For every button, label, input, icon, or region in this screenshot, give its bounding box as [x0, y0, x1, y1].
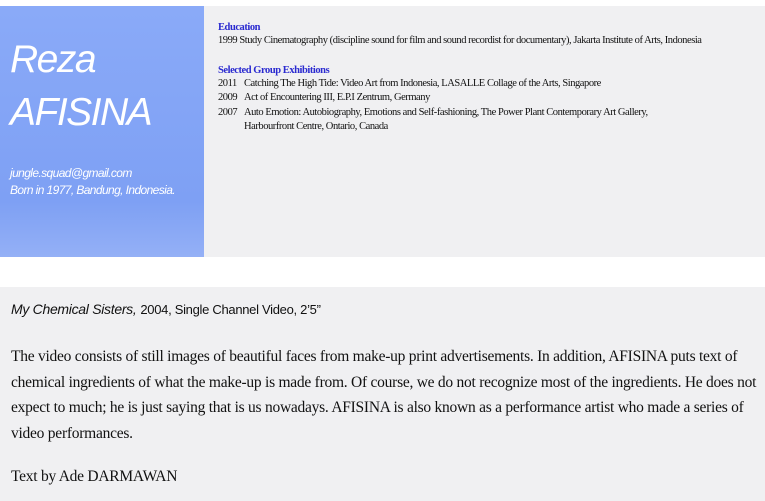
education-heading: Education	[218, 22, 261, 33]
artist-card	[0, 6, 204, 257]
education-year: 1999	[218, 35, 238, 46]
exhibition-text: Catching The High Tide: Video Art from Indonesia, LASALLE Collage of the Arts, Singapore	[244, 77, 601, 89]
artist-born: Born in 1977, Bandung, Indonesia.	[10, 183, 176, 197]
exhibition-year: 2011	[218, 77, 237, 89]
artist-email: jungle.squad@gmail.com	[10, 166, 132, 180]
cv-details	[218, 21, 758, 135]
artist-first-name: Reza	[10, 38, 96, 81]
exhibition-year: 2009	[218, 92, 238, 103]
exhibition-year: 2007	[218, 106, 238, 118]
exhibition-entry	[218, 77, 758, 92]
exhibition-text: Auto Emotion: Autobiography, Emotions and Self-fashioning, The Power Plant Contemporary Art Gallery,	[244, 106, 648, 118]
exhibition-entry	[218, 106, 758, 121]
text-credit: Text by Ade DARMAWAN	[11, 468, 178, 485]
education-text: Study Cinematography (discipline sound for film and sound recordist for documentary), Jakarta Institute of Arts, Indonesia	[239, 35, 702, 46]
education-entry	[218, 34, 758, 49]
exhibition-entry	[218, 91, 758, 106]
work-meta: 2004, Single Channel Video, 2’5”	[140, 302, 321, 317]
exhibition-continuation: Harbourfront Centre, Ontario, Canada	[244, 121, 388, 132]
work-description: The video consists of still images of beautiful faces from make-up print advertisements. In addition, AFISINA puts text of chemical ingredients of what the make-up is made from. Of course, we do not recognize most of the ingredients. He does not expect to much; he is just saying that is us nowadays. AFISINA is also known as a performance artist who made a series of video performances.	[11, 348, 757, 442]
exhibition-text: Act of Encountering III, E.P.I Zentrum, Germany	[244, 92, 430, 103]
exhibitions-heading: Selected Group Exhibitions	[218, 64, 330, 76]
work-title	[11, 301, 321, 317]
work-name: My Chemical Sisters,	[11, 301, 137, 317]
artist-last-name: AFISINA	[10, 91, 152, 134]
